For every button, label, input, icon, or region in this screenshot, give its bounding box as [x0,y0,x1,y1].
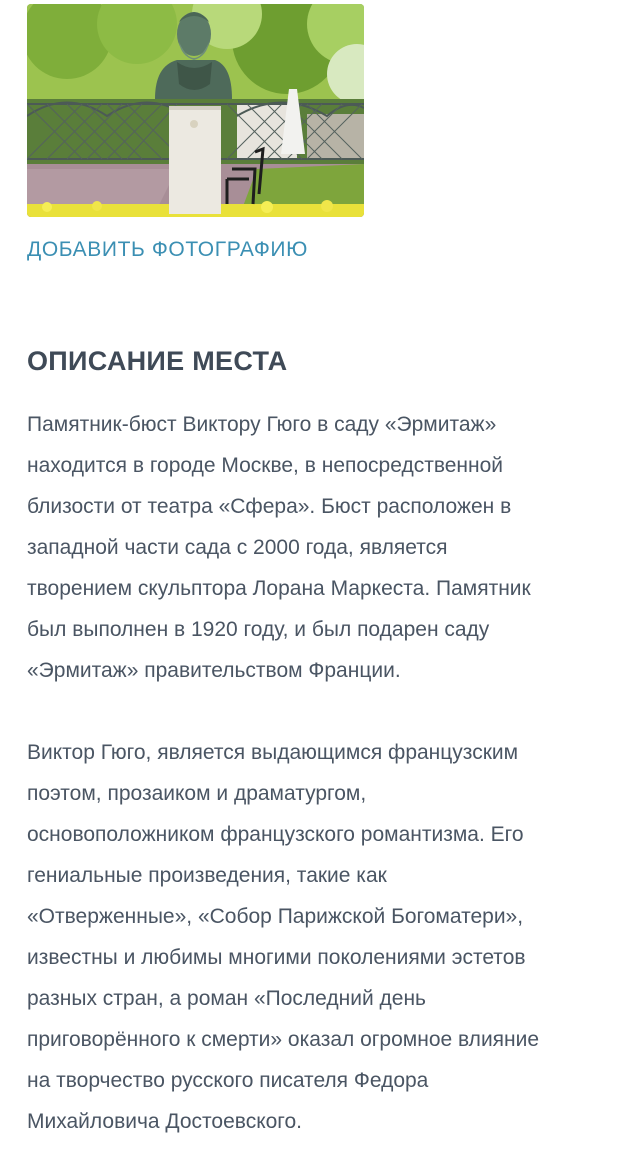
description-paragraph: Виктор Гюго, является выдающимся французским поэтом, прозаиком и драматургом, основоположником французского романтизма. Его гениальные произведения, такие как «Отверженные», «Собор Парижской Богоматери», известны и любимы многими поколениями эстетов разных стран, а роман «Последний день приговорённого к смерти» оказал огромное влияние на творчество русского писателя Федора Михайловича Достоевского. [27,741,540,1133]
place-description [27,404,627,1142]
description-paragraph: Памятник-бюст Виктору Гюго в саду «Эрмитаж» находится в городе Москве, в непосредственной близости от театра «Сфера». Бюст расположен в западной части сада с 2000 года, является творением скульптора Лорана Маркеста. Памятник был выполнен в 1920 году, и был подарен саду «Эрмитаж» правительством Франции. [27,413,531,682]
monument-photo[interactable] [27,4,364,217]
section-title: ОПИСАНИЕ МЕСТА [27,346,288,376]
add-photo-link[interactable]: ДОБАВИТЬ ФОТОГРАФИЮ [27,238,308,261]
